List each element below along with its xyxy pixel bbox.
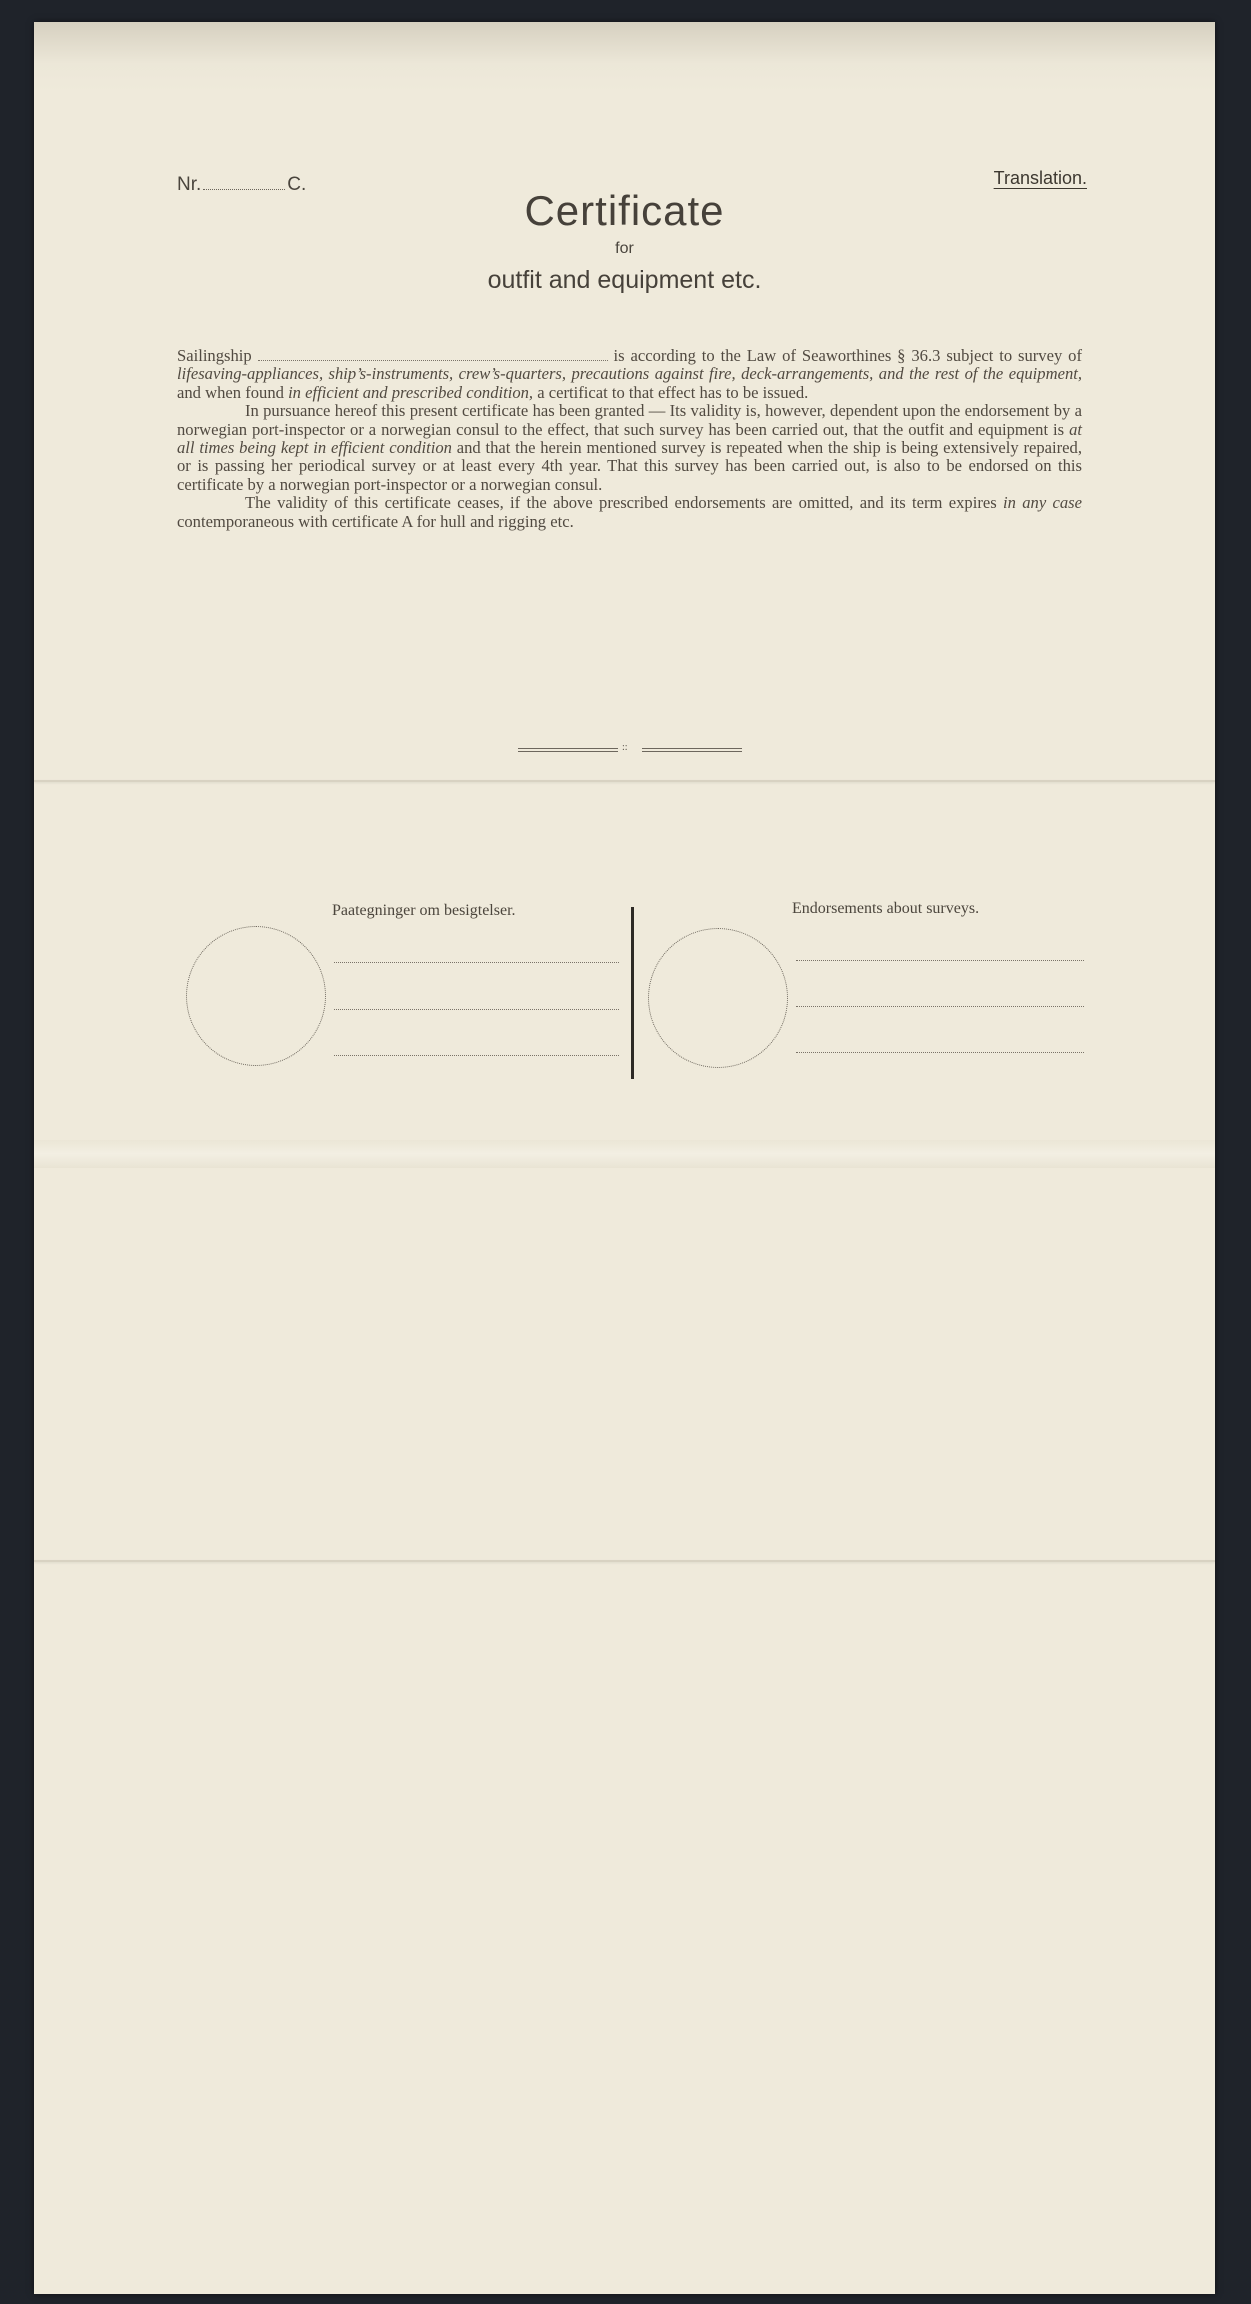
certificate-text bbox=[177, 347, 1082, 531]
ship-name-blank bbox=[258, 348, 608, 361]
fold-line bbox=[34, 780, 1215, 782]
p3-italic: in any case bbox=[1003, 493, 1082, 513]
endorsement-line bbox=[334, 1009, 619, 1010]
endorsement-line bbox=[796, 1052, 1084, 1053]
section-separator bbox=[518, 742, 742, 754]
p3-text-a: The validity of this certificate ceases, if the above prescribed endorsements are omitted, and its term expires bbox=[245, 493, 1003, 513]
endorsement-line bbox=[796, 960, 1084, 961]
p3-text-b: contemporaneous with certificate A for hull and rigging etc. bbox=[177, 511, 574, 531]
nr-label: Nr. bbox=[177, 174, 202, 195]
fold-band bbox=[34, 1140, 1215, 1168]
p1-italic-2: in efficient and prescribed condition, bbox=[288, 382, 534, 402]
separator-line-left bbox=[518, 748, 618, 752]
p2-italic: at all times being kept in efficient condition bbox=[177, 419, 1082, 458]
document-subtitle: outfit and equipment etc. bbox=[487, 266, 762, 294]
fold-line bbox=[34, 1560, 1215, 1562]
c-label: C. bbox=[287, 174, 307, 195]
paragraph-3 bbox=[177, 494, 1082, 531]
title-for: for bbox=[615, 240, 634, 257]
p1-text-c: and when found bbox=[177, 382, 289, 402]
endorsement-line bbox=[796, 1006, 1084, 1007]
certificate-paper bbox=[34, 22, 1215, 2294]
endorsement-line bbox=[334, 1055, 619, 1056]
paragraph-2 bbox=[177, 402, 1082, 494]
document-title: Certificate bbox=[524, 187, 725, 234]
sailingship-label: Sailingship bbox=[177, 346, 252, 365]
endorsements-norwegian-title: Paategninger om besigtelser. bbox=[332, 902, 516, 919]
translation-label: Translation. bbox=[993, 168, 1087, 188]
p1-italic-1: lifesaving-appliances, ship’s-instruments, crew’s-quarters, precautions against fire, deck-arrangements, and the rest of the equipment, bbox=[177, 364, 1082, 384]
separator-line-right bbox=[642, 748, 742, 752]
endorsements-english-title: Endorsements about surveys. bbox=[792, 900, 980, 917]
p2-text-b: and that the herein mentioned survey is repeated when the ship is being extensively repaired, or is passing her periodical survey or at least every 4th year. That this survey has been carried out, is also to be endorsed on this certificate by a norwegian port-inspector or a norwegian consul. bbox=[177, 438, 1082, 494]
stamp-circle-right bbox=[648, 928, 788, 1068]
endorsement-line bbox=[334, 962, 619, 963]
endorsement-divider bbox=[631, 907, 634, 1079]
paper-curl bbox=[34, 22, 1215, 92]
p1-text-d: a certificat to that effect has to be issued. bbox=[533, 382, 809, 402]
separator-mark: :: bbox=[622, 742, 628, 753]
p1-text-b: is according to the Law of Seaworthines § 36.3 subject to survey of bbox=[613, 346, 1082, 365]
paragraph-1 bbox=[177, 347, 1082, 402]
p2-text-a: In pursuance hereof this present certificate has been granted — Its validity is, however, dependent upon the endorsement by a norwegian port-inspector or a norwegian consul to the effect, that such survey has been carried out, that the outfit and equipment is bbox=[177, 401, 1082, 439]
stamp-circle-left bbox=[186, 926, 326, 1066]
